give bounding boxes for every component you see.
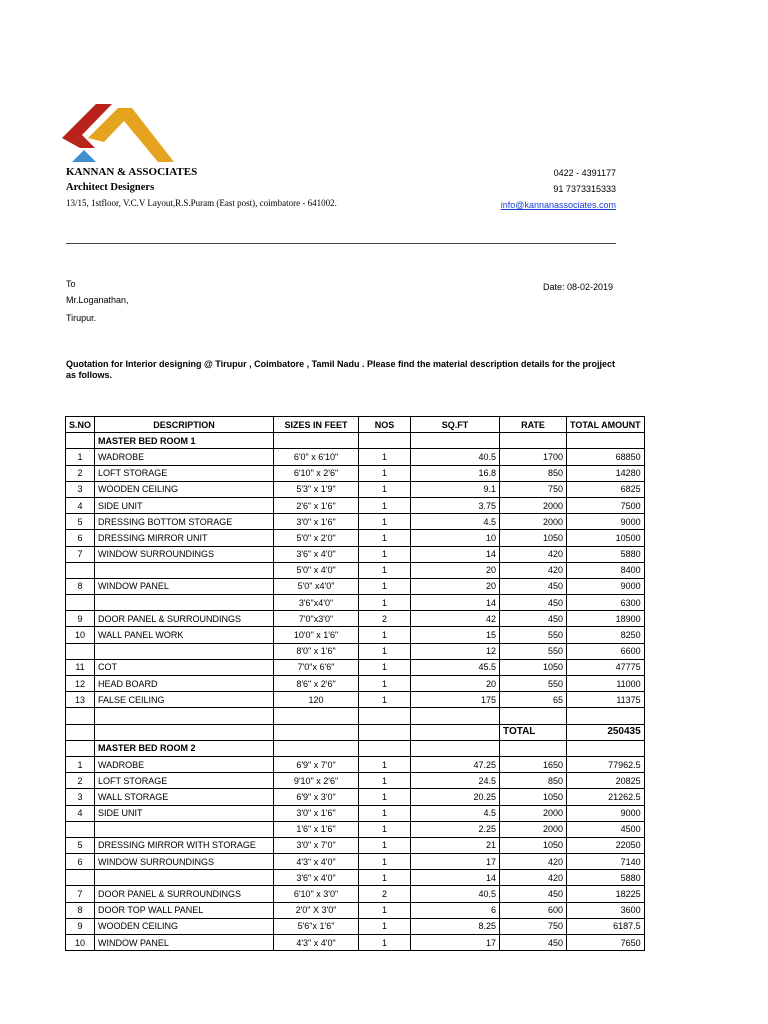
table-row	[66, 611, 645, 627]
cell-size: 5'6"x 1'6"	[274, 918, 359, 934]
cell-rate: 420	[500, 854, 567, 870]
cell-amount: 18225	[567, 886, 645, 902]
cell-description: LOFT STORAGE	[95, 773, 274, 789]
cell-size: 4'3" x 4'0"	[274, 854, 359, 870]
cell-sqft: 24.5	[411, 773, 500, 789]
cell-rate: 600	[500, 902, 567, 918]
cell-sno	[66, 708, 95, 724]
cell-size: 3'6" x 4'0"	[274, 870, 359, 886]
table-row	[66, 692, 645, 708]
cell-sqft: 17	[411, 854, 500, 870]
cell-description: DOOR TOP WALL PANEL	[95, 902, 274, 918]
cell-description: WALL PANEL WORK	[95, 627, 274, 643]
table-row	[66, 756, 645, 772]
cell-rate: 1050	[500, 837, 567, 853]
cell-sqft: 14	[411, 546, 500, 562]
cell-nos: 1	[359, 514, 411, 530]
cell-rate: 750	[500, 918, 567, 934]
cell-nos: 1	[359, 902, 411, 918]
cell-rate: 450	[500, 578, 567, 594]
cell-sno: 2	[66, 773, 95, 789]
company-email-link[interactable]: info@kannanassociates.com	[500, 200, 616, 210]
cell-size: 3'6"x4'0"	[274, 595, 359, 611]
cell-sqft	[411, 708, 500, 724]
cell-size: 5'0" x4'0"	[274, 578, 359, 594]
cell-amount: 7650	[567, 935, 645, 951]
cell-amount	[567, 433, 645, 449]
cell-sno: 3	[66, 481, 95, 497]
cell-description: WINDOW SURROUNDINGS	[95, 546, 274, 562]
cell-description	[95, 870, 274, 886]
cell-amount: 6600	[567, 643, 645, 659]
cell-nos: 1	[359, 578, 411, 594]
cell-amount: 77962.5	[567, 756, 645, 772]
cell-amount: 5880	[567, 546, 645, 562]
cell-sqft: 10	[411, 530, 500, 546]
cell-amount: 8250	[567, 627, 645, 643]
cell-rate: 2000	[500, 821, 567, 837]
cell-nos: 1	[359, 805, 411, 821]
cell-rate	[500, 433, 567, 449]
cell-sno	[66, 740, 95, 756]
cell-sno	[66, 643, 95, 659]
cell-sno	[66, 724, 95, 740]
cell-rate: 420	[500, 546, 567, 562]
cell-amount: 6825	[567, 481, 645, 497]
cell-size: 7'0"x3'0"	[274, 611, 359, 627]
cell-nos: 1	[359, 546, 411, 562]
cell-nos: 1	[359, 659, 411, 675]
cell-sqft: 40.5	[411, 449, 500, 465]
cell-sno: 4	[66, 805, 95, 821]
cell-nos: 2	[359, 611, 411, 627]
cell-amount: 11375	[567, 692, 645, 708]
cell-rate: 420	[500, 562, 567, 578]
cell-nos: 1	[359, 918, 411, 934]
cell-sno: 8	[66, 578, 95, 594]
cell-size	[274, 433, 359, 449]
cell-sqft: 42	[411, 611, 500, 627]
cell-amount: 3600	[567, 902, 645, 918]
cell-size: 6'10" x 3'0"	[274, 886, 359, 902]
cell-size: 2'0" X 3'0"	[274, 902, 359, 918]
cell-size: 2'6" x 1'6"	[274, 497, 359, 513]
quotation-table	[65, 416, 645, 951]
cell-sno: 6	[66, 530, 95, 546]
cell-rate: 420	[500, 870, 567, 886]
cell-amount: 68850	[567, 449, 645, 465]
header-size: SIZES IN FEET	[274, 417, 359, 433]
cell-amount: 250435	[567, 724, 645, 740]
cell-description	[95, 643, 274, 659]
cell-size: 3'0" x 7'0"	[274, 837, 359, 853]
cell-nos: 1	[359, 756, 411, 772]
cell-size: 5'3" x 1'9"	[274, 481, 359, 497]
cell-sqft: 17	[411, 935, 500, 951]
cell-description: WINDOW PANEL	[95, 935, 274, 951]
cell-sno: 13	[66, 692, 95, 708]
table-row	[66, 935, 645, 951]
cell-description: DRESSING MIRROR WITH STORAGE	[95, 837, 274, 853]
cell-amount: 7500	[567, 497, 645, 513]
table-row	[66, 546, 645, 562]
recipient-to-label: To	[66, 279, 76, 289]
cell-sqft: 14	[411, 870, 500, 886]
cell-sno: 9	[66, 918, 95, 934]
cell-rate: 750	[500, 481, 567, 497]
cell-sno: 5	[66, 837, 95, 853]
cell-description	[95, 708, 274, 724]
cell-amount: 6300	[567, 595, 645, 611]
cell-sqft	[411, 740, 500, 756]
cell-amount: 4500	[567, 821, 645, 837]
cell-rate: 450	[500, 886, 567, 902]
cell-rate: 2000	[500, 514, 567, 530]
cell-description: DOOR PANEL & SURROUNDINGS	[95, 611, 274, 627]
cell-sqft: 3.75	[411, 497, 500, 513]
header-nos: NOS	[359, 417, 411, 433]
cell-description: MASTER BED ROOM 2	[95, 740, 274, 756]
cell-amount: 22050	[567, 837, 645, 853]
cell-sno	[66, 821, 95, 837]
table-row	[66, 595, 645, 611]
cell-sqft	[411, 724, 500, 740]
cell-sqft: 175	[411, 692, 500, 708]
cell-nos	[359, 433, 411, 449]
logo-orange-chevron	[88, 108, 174, 162]
cell-sqft: 47.25	[411, 756, 500, 772]
cell-nos: 1	[359, 530, 411, 546]
cell-sno: 5	[66, 514, 95, 530]
company-phone-landline: 0422 - 4391177	[553, 168, 616, 178]
cell-sno: 8	[66, 902, 95, 918]
cell-rate: TOTAL	[500, 724, 567, 740]
cell-size: 7'0"x 6'6"	[274, 659, 359, 675]
cell-rate: 550	[500, 676, 567, 692]
cell-rate: 550	[500, 643, 567, 659]
header-rate: RATE	[500, 417, 567, 433]
cell-nos: 1	[359, 481, 411, 497]
company-logo	[62, 104, 178, 166]
cell-size	[274, 740, 359, 756]
cell-description: SIDE UNIT	[95, 497, 274, 513]
cell-rate: 1650	[500, 756, 567, 772]
cell-nos: 1	[359, 465, 411, 481]
cell-description: LOFT STORAGE	[95, 465, 274, 481]
cell-sqft: 20	[411, 676, 500, 692]
cell-rate: 850	[500, 773, 567, 789]
cell-sqft: 20	[411, 562, 500, 578]
cell-description: WINDOW PANEL	[95, 578, 274, 594]
table-row	[66, 514, 645, 530]
cell-sno	[66, 562, 95, 578]
cell-amount: 6187.5	[567, 918, 645, 934]
cell-description: HEAD BOARD	[95, 676, 274, 692]
cell-description: SIDE UNIT	[95, 805, 274, 821]
cell-size: 1'6" x 1'6"	[274, 821, 359, 837]
table-header-row	[66, 417, 645, 433]
cell-sno: 4	[66, 497, 95, 513]
cell-description: DRESSING MIRROR UNIT	[95, 530, 274, 546]
cell-amount: 8400	[567, 562, 645, 578]
table-row	[66, 530, 645, 546]
header-sqft: SQ.FT	[411, 417, 500, 433]
cell-sno: 3	[66, 789, 95, 805]
cell-sno	[66, 595, 95, 611]
table-row	[66, 578, 645, 594]
table-row	[66, 627, 645, 643]
cell-sno: 1	[66, 449, 95, 465]
cell-rate: 2000	[500, 497, 567, 513]
cell-description	[95, 595, 274, 611]
header-divider	[66, 243, 616, 244]
cell-nos: 1	[359, 870, 411, 886]
cell-description: MASTER BED ROOM 1	[95, 433, 274, 449]
cell-amount: 5880	[567, 870, 645, 886]
cell-nos: 1	[359, 627, 411, 643]
company-name: KANNAN & ASSOCIATES	[66, 166, 198, 178]
cell-description	[95, 821, 274, 837]
cell-size: 4'3" x 4'0"	[274, 935, 359, 951]
cell-amount	[567, 740, 645, 756]
header-amount: TOTAL AMOUNT	[567, 417, 645, 433]
section-row	[66, 433, 645, 449]
cell-amount: 21262.5	[567, 789, 645, 805]
cell-size: 3'0" x 1'6"	[274, 514, 359, 530]
cell-amount: 11000	[567, 676, 645, 692]
cell-amount: 9000	[567, 514, 645, 530]
cell-sno: 6	[66, 854, 95, 870]
cell-rate: 2000	[500, 805, 567, 821]
header-sno: S.NO	[66, 417, 95, 433]
cell-size: 6'0" x 6'10"	[274, 449, 359, 465]
cell-nos	[359, 724, 411, 740]
cell-sqft: 9.1	[411, 481, 500, 497]
quotation-intro: Quotation for Interior designing @ Tirupur , Coimbatore , Tamil Nadu . Please find the material description details for the projject as follows.	[66, 359, 616, 380]
cell-sno: 12	[66, 676, 95, 692]
cell-size: 10'0" x 1'6"	[274, 627, 359, 643]
table-row	[66, 562, 645, 578]
cell-sqft: 40.5	[411, 886, 500, 902]
cell-sqft: 8.25	[411, 918, 500, 934]
cell-description: WOODEN CEILING	[95, 918, 274, 934]
cell-description: DOOR PANEL & SURROUNDINGS	[95, 886, 274, 902]
table-row	[66, 870, 645, 886]
cell-rate	[500, 708, 567, 724]
cell-amount	[567, 708, 645, 724]
cell-sqft: 4.5	[411, 805, 500, 821]
cell-sno: 7	[66, 886, 95, 902]
cell-description	[95, 562, 274, 578]
cell-nos: 1	[359, 935, 411, 951]
cell-sno: 10	[66, 935, 95, 951]
cell-sno: 10	[66, 627, 95, 643]
cell-sqft: 20	[411, 578, 500, 594]
cell-nos: 1	[359, 449, 411, 465]
logo-blue-triangle	[72, 150, 96, 162]
cell-nos: 1	[359, 821, 411, 837]
cell-nos: 1	[359, 854, 411, 870]
cell-size: 120	[274, 692, 359, 708]
cell-size	[274, 708, 359, 724]
quotation-date: Date: 08-02-2019	[543, 282, 614, 292]
cell-nos: 1	[359, 497, 411, 513]
table-row	[66, 918, 645, 934]
cell-rate: 1050	[500, 789, 567, 805]
recipient-name: Mr.Loganathan,	[66, 295, 129, 305]
table-row	[66, 773, 645, 789]
table-row	[66, 465, 645, 481]
cell-sno: 9	[66, 611, 95, 627]
cell-nos: 1	[359, 837, 411, 853]
cell-amount: 9000	[567, 805, 645, 821]
cell-amount: 14280	[567, 465, 645, 481]
cell-size: 6'9" x 3'0"	[274, 789, 359, 805]
cell-sqft: 21	[411, 837, 500, 853]
cell-nos: 1	[359, 773, 411, 789]
cell-description: WINDOW SURROUNDINGS	[95, 854, 274, 870]
cell-sqft: 16.8	[411, 465, 500, 481]
cell-rate: 450	[500, 935, 567, 951]
cell-size	[274, 724, 359, 740]
cell-description: FALSE CEILING	[95, 692, 274, 708]
cell-amount: 10500	[567, 530, 645, 546]
cell-rate: 450	[500, 595, 567, 611]
table-row	[66, 886, 645, 902]
cell-amount: 20825	[567, 773, 645, 789]
cell-size: 3'6" x 4'0"	[274, 546, 359, 562]
cell-rate: 1700	[500, 449, 567, 465]
cell-rate	[500, 740, 567, 756]
company-tagline: Architect Designers	[66, 182, 155, 193]
cell-size: 8'6" x 2'6"	[274, 676, 359, 692]
cell-sqft: 4.5	[411, 514, 500, 530]
header-description: DESCRIPTION	[95, 417, 274, 433]
cell-sno	[66, 433, 95, 449]
cell-amount: 47775	[567, 659, 645, 675]
cell-nos: 1	[359, 676, 411, 692]
cell-description: WALL STORAGE	[95, 789, 274, 805]
table-row	[66, 805, 645, 821]
cell-sqft: 15	[411, 627, 500, 643]
section-row	[66, 740, 645, 756]
cell-description: WOODEN CEILING	[95, 481, 274, 497]
cell-sqft: 6	[411, 902, 500, 918]
table-row	[66, 708, 645, 724]
table-row	[66, 643, 645, 659]
cell-sno: 11	[66, 659, 95, 675]
table-row	[66, 821, 645, 837]
cell-description: COT	[95, 659, 274, 675]
cell-rate: 550	[500, 627, 567, 643]
cell-nos: 2	[359, 886, 411, 902]
table-row	[66, 659, 645, 675]
cell-size: 5'0" x 2'0"	[274, 530, 359, 546]
cell-nos: 1	[359, 562, 411, 578]
cell-sqft: 45.5	[411, 659, 500, 675]
cell-nos	[359, 740, 411, 756]
cell-nos	[359, 708, 411, 724]
cell-rate: 450	[500, 611, 567, 627]
cell-sno	[66, 870, 95, 886]
cell-sqft: 20.25	[411, 789, 500, 805]
table-row	[66, 676, 645, 692]
cell-description: WADROBE	[95, 756, 274, 772]
cell-size: 9'10" x 2'6"	[274, 773, 359, 789]
cell-amount: 7140	[567, 854, 645, 870]
cell-nos: 1	[359, 643, 411, 659]
recipient-city: Tirupur.	[66, 313, 97, 323]
cell-sno: 7	[66, 546, 95, 562]
table-row	[66, 902, 645, 918]
total-row	[66, 724, 645, 740]
cell-rate: 850	[500, 465, 567, 481]
cell-nos: 1	[359, 595, 411, 611]
table-row	[66, 449, 645, 465]
company-phone-mobile: 91 7373315333	[553, 184, 616, 194]
cell-size: 6'10" x 2'6"	[274, 465, 359, 481]
cell-nos: 1	[359, 789, 411, 805]
cell-sno: 1	[66, 756, 95, 772]
cell-description: WADROBE	[95, 449, 274, 465]
cell-size: 3'0" x 1'6"	[274, 805, 359, 821]
cell-size: 6'9" x 7'0"	[274, 756, 359, 772]
table-row	[66, 497, 645, 513]
cell-rate: 1050	[500, 659, 567, 675]
table-row	[66, 854, 645, 870]
cell-amount: 18900	[567, 611, 645, 627]
cell-size: 8'0" x 1'6"	[274, 643, 359, 659]
cell-nos: 1	[359, 692, 411, 708]
cell-sqft: 2.25	[411, 821, 500, 837]
cell-rate: 65	[500, 692, 567, 708]
cell-sno: 2	[66, 465, 95, 481]
table-row	[66, 837, 645, 853]
table-row	[66, 789, 645, 805]
cell-amount: 9000	[567, 578, 645, 594]
cell-size: 5'0" x 4'0"	[274, 562, 359, 578]
cell-sqft: 14	[411, 595, 500, 611]
cell-description: DRESSING BOTTOM STORAGE	[95, 514, 274, 530]
cell-rate: 1050	[500, 530, 567, 546]
cell-sqft: 12	[411, 643, 500, 659]
table-row	[66, 481, 645, 497]
cell-sqft	[411, 433, 500, 449]
company-address: 13/15, 1stfloor, V.C.V Layout,R.S.Puram (East post), coimbatore - 641002.	[66, 198, 337, 208]
cell-description	[95, 724, 274, 740]
